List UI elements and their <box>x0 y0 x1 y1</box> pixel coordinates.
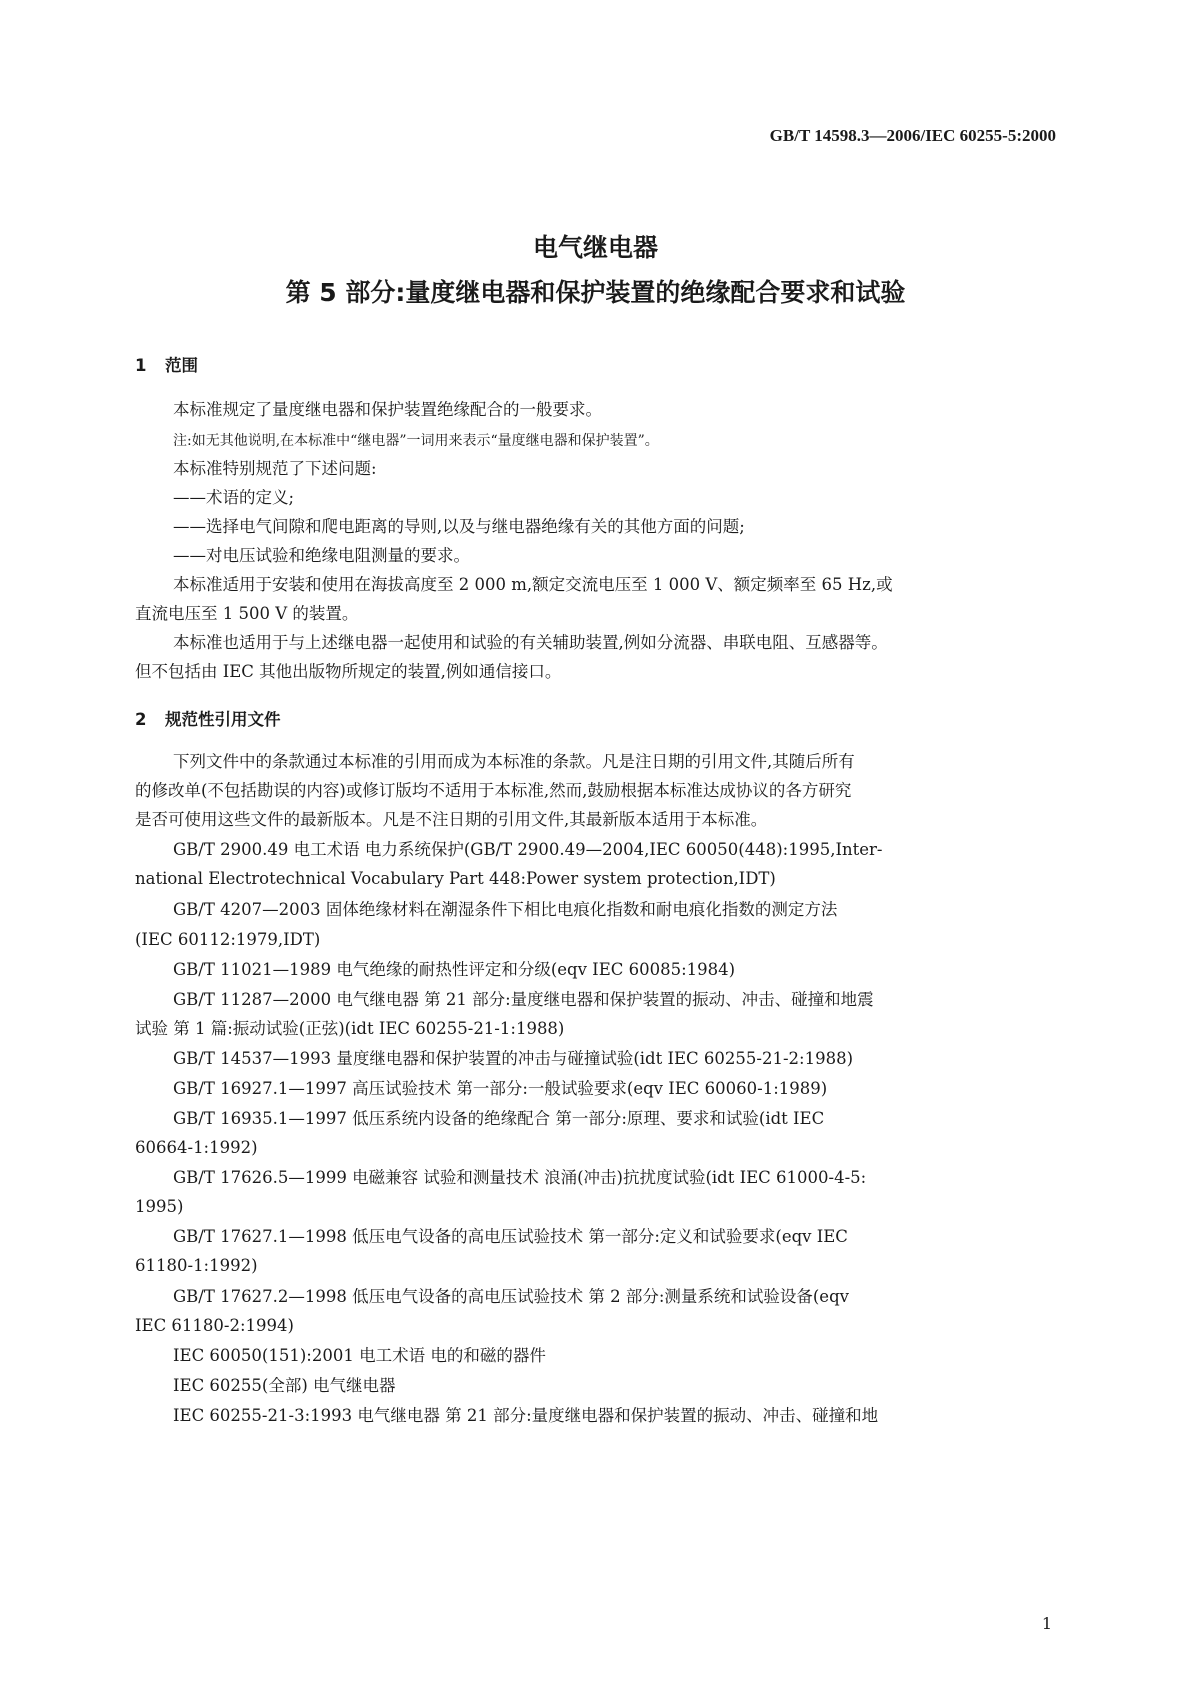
reference-line: 60664-1:1992) <box>135 1138 258 1157</box>
section-title: 规范性引用文件 <box>165 710 281 729</box>
reference-line: IEC 61180-2:1994) <box>135 1316 294 1335</box>
reference-line: (IEC 60112:1979,IDT) <box>135 930 321 949</box>
reference-line: GB/T 4207—2003 固体绝缘材料在潮湿条件下相比电痕化指数和耐电痕化指数的测定方法 <box>173 900 838 919</box>
reference-line: GB/T 11021—1989 电气绝缘的耐热性评定和分级(eqv IEC 60085:1984) <box>173 960 736 979</box>
paragraph: 本标准规定了量度继电器和保护装置绝缘配合的一般要求。 <box>173 400 602 419</box>
paragraph-line: 是否可使用这些文件的最新版本。凡是不注日期的引用文件,其最新版本适用于本标准。 <box>135 810 768 829</box>
list-item: ——选择电气间隙和爬电距离的导则,以及与继电器绝缘有关的其他方面的问题; <box>173 517 745 536</box>
reference-line: GB/T 16927.1—1997 高压试验技术 第一部分:一般试验要求(eqv IEC 60060-1:1989) <box>173 1079 828 1098</box>
reference-line: GB/T 14537—1993 量度继电器和保护装置的冲击与碰撞试验(idt IEC 60255-21-2:1988) <box>173 1049 854 1068</box>
reference-line: GB/T 17627.1—1998 低压电气设备的高电压试验技术 第一部分:定义和试验要求(eqv IEC <box>173 1227 848 1246</box>
reference-line: GB/T 2900.49 电工术语 电力系统保护(GB/T 2900.49—2004,IEC 60050(448):1995,Inter- <box>173 840 883 859</box>
document-title: 电气继电器 <box>532 233 658 262</box>
paragraph-line: 下列文件中的条款通过本标准的引用而成为本标准的条款。凡是注日期的引用文件,其随后所有 <box>173 752 855 771</box>
section-1-heading <box>135 352 198 376</box>
reference-line: GB/T 17627.2—1998 低压电气设备的高电压试验技术 第 2 部分:测量系统和试验设备(eqv <box>173 1287 849 1306</box>
reference-line: IEC 60255(全部) 电气继电器 <box>173 1376 396 1395</box>
paragraph: 本标准特别规范了下述问题: <box>173 459 377 478</box>
note: 注:如无其他说明,在本标准中“继电器”一词用来表示“量度继电器和保护装置”。 <box>173 433 659 449</box>
reference-line: GB/T 16935.1—1997 低压系统内设备的绝缘配合 第一部分:原理、要求和试验(idt IEC <box>173 1109 825 1128</box>
reference-line: IEC 60050(151):2001 电工术语 电的和磁的器件 <box>173 1346 546 1365</box>
page-number: 1 <box>1041 1614 1052 1633</box>
standard-code: GB/T 14598.3—2006/IEC 60255-5:2000 <box>769 126 1056 145</box>
section-2-heading <box>135 706 281 730</box>
paragraph-line: 本标准也适用于与上述继电器一起使用和试验的有关辅助装置,例如分流器、串联电阻、互感器等。 <box>173 633 888 652</box>
paragraph-line: 本标准适用于安装和使用在海拔高度至 2 000 m,额定交流电压至 1 000 V、额定频率至 65 Hz,或 <box>173 575 893 594</box>
paragraph-line: 的修改单(不包括勘误的内容)或修订版均不适用于本标准,然而,鼓励根据本标准达成协议的各方研究 <box>135 781 852 800</box>
section-number: 2 <box>135 710 147 729</box>
reference-line: 试验 第 1 篇:振动试验(正弦)(idt IEC 60255-21-1:1988) <box>135 1019 565 1038</box>
list-item: ——术语的定义; <box>173 488 295 507</box>
reference-line: IEC 60255-21-3:1993 电气继电器 第 21 部分:量度继电器和保护装置的振动、冲击、碰撞和地 <box>173 1406 879 1425</box>
paragraph-line: 直流电压至 1 500 V 的装置。 <box>135 604 359 623</box>
document-subtitle: 第 5 部分:量度继电器和保护装置的绝缘配合要求和试验 <box>285 278 906 307</box>
reference-line: 1995) <box>135 1197 184 1216</box>
reference-line: 61180-1:1992) <box>135 1256 258 1275</box>
section-number: 1 <box>135 356 147 375</box>
reference-line: GB/T 11287—2000 电气继电器 第 21 部分:量度继电器和保护装置的振动、冲击、碰撞和地震 <box>173 990 874 1009</box>
paragraph-line: 但不包括由 IEC 其他出版物所规定的装置,例如通信接口。 <box>135 662 562 681</box>
reference-line: GB/T 17626.5—1999 电磁兼容 试验和测量技术 浪涌(冲击)抗扰度试验(idt IEC 61000-4-5: <box>173 1168 867 1187</box>
reference-line: national Electrotechnical Vocabulary Part 448:Power system protection,IDT) <box>135 869 776 888</box>
section-title: 范围 <box>165 356 198 375</box>
list-item: ——对电压试验和绝缘电阻测量的要求。 <box>173 546 470 565</box>
